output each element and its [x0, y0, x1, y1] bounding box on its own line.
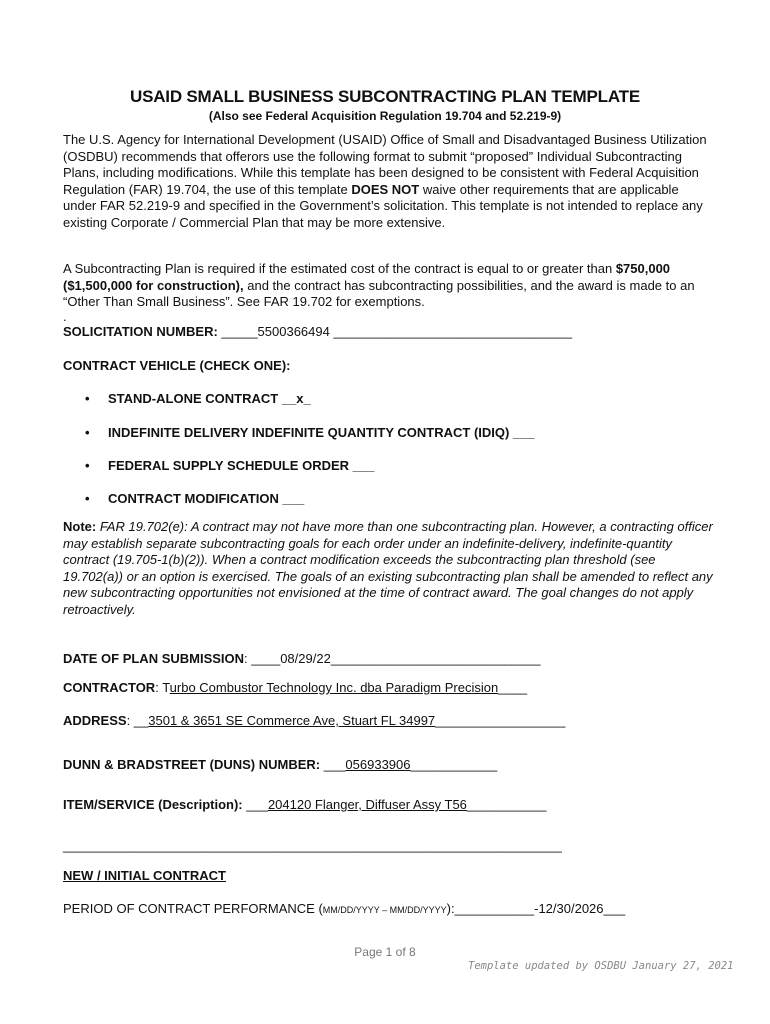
solicitation-value: _____5500366494 _________________________________: [217, 324, 573, 339]
page-number: Page 1 of 8: [354, 945, 416, 959]
intro-text-2: waive other requirements that are applicable under FAR 52.219-9 and specified in the Government’s solicitation. This template is not intended to replace any existing Corporate / Commercial Plan that may be more extensive.: [63, 181, 703, 230]
option-idiq: INDEFINITE DELIVERY INDEFINITE QUANTITY CONTRACT (IDIQ) ___: [108, 425, 535, 440]
duns-prefix: ___: [320, 757, 346, 772]
date-label: DATE OF PLAN SUBMISSION: [63, 651, 245, 666]
item-suffix: ___________: [466, 797, 547, 812]
separator-line: _____________________________________________________________________: [63, 838, 562, 853]
period-of-performance-field: [63, 901, 625, 916]
requirement-dot: .: [63, 309, 67, 324]
requirement-amount: $750,000 ($1,500,000 for construction),: [63, 261, 671, 293]
intro-paragraph: [63, 132, 713, 232]
duns-suffix: ____________: [410, 757, 498, 772]
option-modification: CONTRACT MODIFICATION ___: [108, 491, 305, 506]
item-prefix: ___: [242, 797, 268, 812]
requirement-text-1: A Subcontracting Plan is required if the estimated cost of the contract is equal to or greater than: [63, 261, 616, 276]
address-field: [63, 713, 565, 728]
duns-value: 056933906: [345, 757, 411, 772]
duns-field: [63, 757, 497, 772]
template-updated-note: Template updated by OSDBU January 27, 2021: [468, 960, 734, 972]
period-format: MM/DD/YYYY – MM/DD/YYYY: [322, 905, 447, 915]
intro-text-1: The U.S. Agency for International Development (USAID) Office of Small and Disadvantaged Business Utilization (OSDBU) recommends that offerors use the following format to submit “proposed” Individual Subcontracting Plans, including modifications. While this template has been designed to be consistent with Federal Acquisition Regulation (FAR) 19.704, the use of this template: [63, 132, 707, 197]
contractor-label: CONTRACTOR: [63, 680, 156, 695]
contract-vehicle-heading: CONTRACT VEHICLE (CHECK ONE):: [63, 358, 291, 373]
note-label: Note:: [63, 519, 97, 534]
solicitation-label: SOLICITATION NUMBER:: [63, 324, 218, 339]
option-stand-alone: STAND-ALONE CONTRACT __x_: [108, 391, 311, 406]
period-close: ):: [446, 901, 455, 916]
date-value: : ____08/29/22_____________________________: [244, 651, 541, 666]
contractor-prefix: : T: [155, 680, 170, 695]
document-title: USAID SMALL BUSINESS SUBCONTRACTING PLAN TEMPLATE: [130, 87, 640, 106]
address-value: 3501 & 3651 SE Commerce Ave, Stuart FL 34997: [148, 713, 436, 728]
item-label: ITEM/SERVICE (Description):: [63, 797, 243, 812]
period-value: ___________-12/30/2026___: [454, 901, 626, 916]
bullet-glyph: •: [85, 458, 90, 473]
requirement-text-2: and the contract has subcontracting possibilities, and the award is made to an “Other Than Small Business”. See FAR 19.702 for exemptions.: [63, 277, 695, 310]
bullet-glyph: •: [85, 425, 90, 440]
option-fss-order: FEDERAL SUPPLY SCHEDULE ORDER ___: [108, 458, 375, 473]
item-service-field: [63, 797, 546, 812]
item-value: 204120 Flanger, Diffuser Assy T56: [267, 797, 467, 812]
duns-label: DUNN & BRADSTREET (DUNS) NUMBER:: [63, 757, 321, 772]
date-of-submission-field: [63, 651, 540, 666]
period-label: PERIOD OF CONTRACT PERFORMANCE (: [63, 901, 323, 916]
intro-emphasis: DOES NOT: [351, 181, 420, 197]
new-contract-heading: NEW / INITIAL CONTRACT: [63, 868, 226, 883]
contractor-value: urbo Combustor Technology Inc. dba Paradigm Precision: [169, 680, 499, 695]
address-label: ADDRESS: [63, 713, 127, 728]
note-paragraph: [63, 519, 713, 619]
contractor-field: [63, 680, 527, 695]
contractor-suffix: ____: [498, 680, 528, 695]
bullet-glyph: •: [85, 391, 90, 406]
address-suffix: __________________: [435, 713, 566, 728]
bullet-glyph: •: [85, 491, 90, 506]
document-subtitle: (Also see Federal Acquisition Regulation 19.704 and 52.219-9): [208, 109, 562, 123]
solicitation-number-field: [63, 324, 572, 339]
address-prefix: : __: [126, 713, 149, 728]
note-text: FAR 19.702(e): A contract may not have more than one subcontracting plan. However, a contracting officer may establish separate subcontracting goals for each order under an indefinite-delivery, indefinite-quantity contract (19.705-1(b)(2)). When a contract modification exceeds the subcontracting plan threshold (see 19.702(a)) or an option is exercised. The goals of an existing subcontracting plan shall be amended to reflect any new subcontracting opportunities not envisioned at the time of contract award. The goal changes do not apply retroactively.: [63, 519, 713, 617]
requirement-paragraph: [63, 261, 713, 311]
